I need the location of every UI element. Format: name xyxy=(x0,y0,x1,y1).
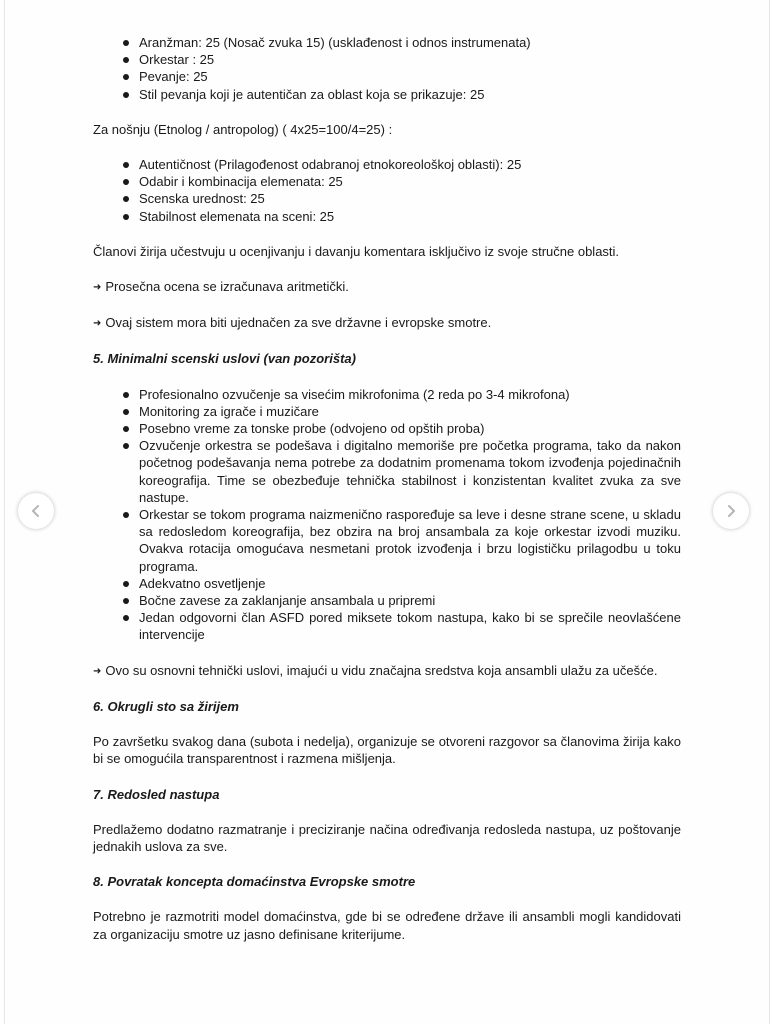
document-content xyxy=(93,34,681,943)
chevron-left-icon xyxy=(29,504,43,518)
list-item: Bočne zavese za zaklanjanje ansambala u pripremi xyxy=(139,592,681,609)
list-item: Scenska urednost: 25 xyxy=(139,190,681,207)
section-text: Potrebno je razmotriti model domaćinstva, gde bi se određene države ili ansambli mogli kandidovati za organizaciju smotre uz jasno definisane kriterijume. xyxy=(93,909,681,942)
list-item: Profesionalno ozvučenje sa visećim mikrofonima (2 reda po 3-4 mikrofona) xyxy=(139,386,681,403)
section-text: Predlažemo dodatno razmatranje i preciziranje načina određivanja redosleda nastupa, uz poštovanje jednakih uslova za sve. xyxy=(93,821,681,854)
arrow-icon: ➜ xyxy=(93,318,102,330)
list-item: Stabilnost elemenata na sceni: 25 xyxy=(139,208,681,225)
costume-intro: Za nošnju (Etnolog / antropolog) ( 4x25=100/4=25) : xyxy=(93,121,393,137)
list-item: Ozvučenje orkestra se podešava i digitalno memoriše pre početka programa, tako da nakon početnog podešavanja nema potrebe za dodatnim promenama tokom izvođenja pojedinačnih koreografija. Time se obezbeđuje tehnička stabilnost i konzistentan kvalitet zvuka za sve nastupe. xyxy=(139,438,681,505)
list-item: Pevanje: 25 xyxy=(139,68,681,85)
document-page xyxy=(4,0,770,1024)
stage-conditions-list xyxy=(93,386,681,644)
arrow-note: ➜ Ovaj sistem mora biti ujednačen za sve državne i evropske smotre. xyxy=(93,315,492,331)
section-heading: 8. Povratak koncepta domaćinstva Evropske smotre xyxy=(93,874,416,890)
previous-page-button[interactable] xyxy=(18,493,54,529)
jury-note: Članovi žirija učestvuju u ocenjivanju i davanju komentara isključivo iz svoje stručne oblasti. xyxy=(93,243,620,259)
next-page-button[interactable] xyxy=(713,493,749,529)
list-item: Stil pevanja koji je autentičan za oblast koja se prikazuje: 25 xyxy=(139,86,681,103)
list-item: Aranžman: 25 (Nosač zvuka 15) (usklađenost i odnos instrumenata) xyxy=(139,34,681,51)
list-item: Orkestar se tokom programa naizmenično raspoređuje sa leve i desne strane scene, u skladu sa redosledom koreografija, bez obzira na broj ansambala za koje orkestar izvodi muziku. Ovakva rotacija omogućava nesmetani protok izvođenja i brzu logističku prilagodbu u toku programa. xyxy=(139,507,681,574)
list-item: Odabir i kombinacija elemenata: 25 xyxy=(139,173,681,190)
score-list xyxy=(93,34,681,103)
arrow-note: ➜ Prosečna ocena se izračunava aritmetički. xyxy=(93,279,349,295)
list-item: Jedan odgovorni član ASFD pored miksete tokom nastupa, kako bi se sprečile neovlašćene intervencije xyxy=(139,610,681,643)
arrow-note: ➜ Ovo su osnovni tehnički uslovi, imajući u vidu značajna sredstva koja ansambli ulažu za učešće. xyxy=(93,662,658,678)
arrow-icon: ➜ xyxy=(93,282,102,294)
section-heading: 6. Okrugli sto sa žirijem xyxy=(93,698,239,714)
list-item: Posebno vreme za tonske probe (odvojeno od opštih proba) xyxy=(139,420,681,437)
arrow-icon: ➜ xyxy=(93,665,102,677)
section-heading: 5. Minimalni scenski uslovi (van pozorišta) xyxy=(93,351,356,367)
section-text: Po završetku svakog dana (subota i nedelja), organizuje se otvoreni razgovor sa članovima žirija kako bi se omogućila transparentnost i razmena mišljenja. xyxy=(93,734,681,767)
section-heading: 7. Redosled nastupa xyxy=(93,786,220,802)
list-item: Adekvatno osvetljenje xyxy=(139,575,681,592)
costume-score-list xyxy=(93,156,681,225)
list-item: Autentičnost (Prilagođenost odabranoj etnokoreološkoj oblasti): 25 xyxy=(139,156,681,173)
list-item: Monitoring za igrače i muzičare xyxy=(139,403,681,420)
list-item: Orkestar : 25 xyxy=(139,51,681,68)
chevron-right-icon xyxy=(724,504,738,518)
